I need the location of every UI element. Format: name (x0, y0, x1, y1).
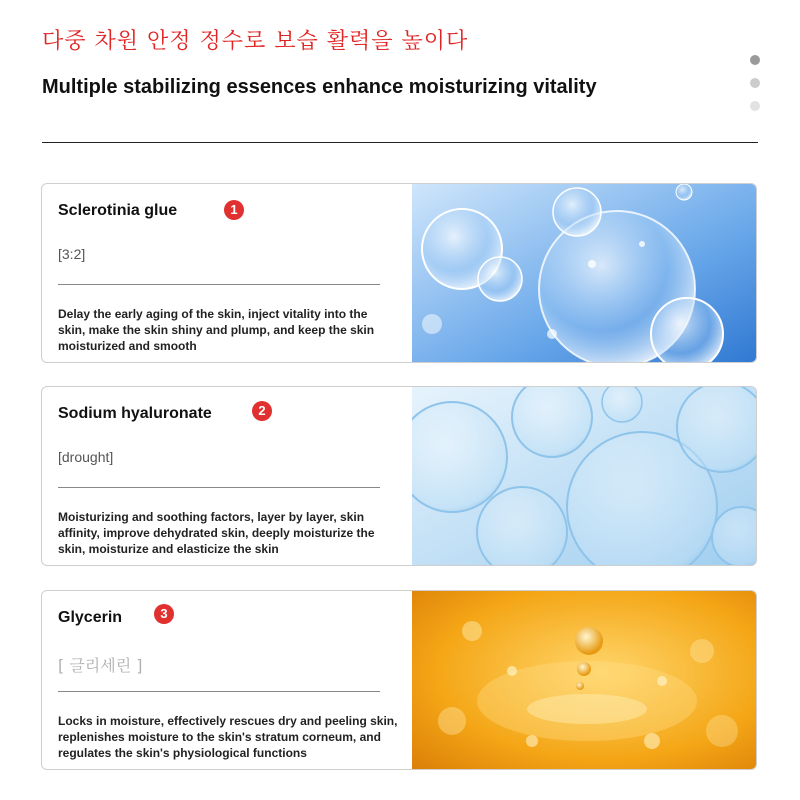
card-divider (58, 284, 380, 285)
english-title: Multiple stabilizing essences enhance moisturizing vitality (42, 76, 597, 98)
ingredient-card-2 (41, 386, 757, 566)
ingredient-tag: [3:2] (58, 246, 86, 262)
card-divider (58, 487, 380, 488)
ingredient-name: Glycerin (58, 609, 123, 626)
page-dot-3[interactable] (750, 101, 760, 111)
page-dot-1[interactable] (750, 55, 760, 65)
header-divider (42, 142, 758, 143)
number-badge: 1 (224, 200, 244, 220)
ingredient-description: Locks in moisture, effectively rescues dry and peeling skin, replenishes moisture to the skin's stratum corneum, and regulates the skin's physiological functions (58, 714, 398, 760)
pagination-dots[interactable] (750, 55, 760, 124)
ingredient-tag: [drought] (58, 449, 114, 465)
clear-bubbles-image (412, 387, 757, 565)
number-badge: 2 (252, 401, 272, 421)
ingredient-description: Moisturizing and soothing factors, layer by layer, skin affinity, improve dehydrated skin, deeply moisturize the skin, moisturize and elasticize the skin (58, 510, 375, 556)
blue-bubbles-image (412, 184, 757, 362)
number-badge: 3 (154, 604, 174, 624)
ingredient-card-1 (41, 183, 757, 363)
golden-droplet-image (412, 591, 757, 769)
ingredient-description: Delay the early aging of the skin, inject vitality into the skin, make the skin shiny and plump, and keep the skin moisturized and smooth (58, 307, 375, 353)
card-divider (58, 691, 380, 692)
page-dot-2[interactable] (750, 78, 760, 88)
ingredient-tag: [ 글리세린 ] (58, 656, 143, 675)
ingredient-name: Sodium hyaluronate (58, 405, 212, 422)
korean-title: 다중 차원 안정 정수로 보습 활력을 높이다 (42, 29, 469, 54)
ingredient-card-3 (41, 590, 757, 770)
ingredient-name: Sclerotinia glue (58, 202, 178, 219)
